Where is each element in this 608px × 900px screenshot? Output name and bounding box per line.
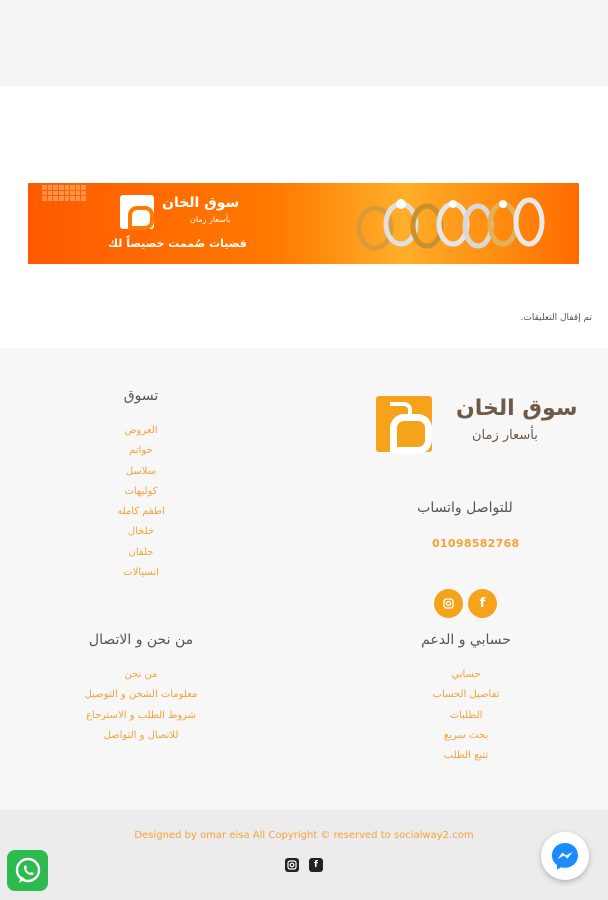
about-link[interactable]: للاتصال و التواصل [103,729,179,741]
account-link[interactable]: تفاصيل الحساب [432,689,500,701]
facebook-icon[interactable]: f [309,858,323,872]
whatsapp-icon [13,856,43,886]
about-heading: من نحن و الاتصال [88,632,194,648]
shop-link[interactable]: خواتم [129,445,153,457]
banner-tagline: فضيات صُممت خصيصاً لك [108,237,247,250]
shop-link[interactable]: انسيالات [123,567,159,579]
instagram-icon [443,598,454,609]
account-links [416,665,516,766]
facebook-icon: f [479,596,486,611]
instagram-icon[interactable] [285,858,299,872]
shop-link[interactable]: كوليهات [124,485,158,497]
shop-link[interactable]: سلاسل [125,465,157,477]
about-link[interactable]: شروط الطلب و الاسترجاع [85,709,197,721]
whatsapp-heading: للتواصل واتساب [417,500,513,516]
shop-link[interactable]: حلقان [128,546,154,558]
phone-link[interactable]: 01098582768 [432,537,520,550]
banner-brand-name: سوق الخان [162,195,240,211]
banner-brand [120,193,240,233]
account-link[interactable]: تتبع الطلب [443,750,489,762]
facebook-button[interactable] [468,589,497,618]
banner-pattern [42,185,86,201]
footer-logo-name: سوق الخان [456,396,578,421]
promo-banner[interactable] [28,183,579,264]
top-strip [0,0,608,86]
account-link[interactable]: حسابي [451,669,481,680]
about-links [66,665,216,746]
whatsapp-chat-button[interactable] [7,850,48,891]
footer-logo-icon [376,396,432,452]
shop-link[interactable]: العروض [124,425,158,436]
account-link[interactable]: الطلبات [449,709,483,721]
messenger-icon [549,840,581,872]
shop-links [91,421,191,583]
about-link[interactable]: من نحن [124,669,158,680]
instagram-glyph [287,860,297,870]
footer-logo-sub: بأسعار زمان [472,428,538,443]
instagram-button[interactable] [434,589,463,618]
copyright-text: Designed by omar eisa All Copyright © reserved to socialway2.com [134,830,474,841]
footer-logo[interactable] [374,394,578,454]
rings-image [353,190,558,254]
account-heading: حسابي و الدعم [421,632,511,648]
comments-closed-notice: تم إقفال التعليقات. [520,313,592,323]
banner-brand-sub: بأسعار زمان [190,215,231,224]
footer-bottom [0,810,608,900]
account-link[interactable]: بحث سريع [443,729,489,741]
shop-link[interactable]: اطقم كامله [117,506,165,518]
shop-link[interactable]: خلخال [127,526,155,538]
messenger-chat-button[interactable] [541,832,589,880]
shop-heading: تسوق [123,388,159,404]
banner-logo-icon [120,195,154,229]
about-link[interactable]: معلومات الشحن و التوصيل [84,689,198,701]
